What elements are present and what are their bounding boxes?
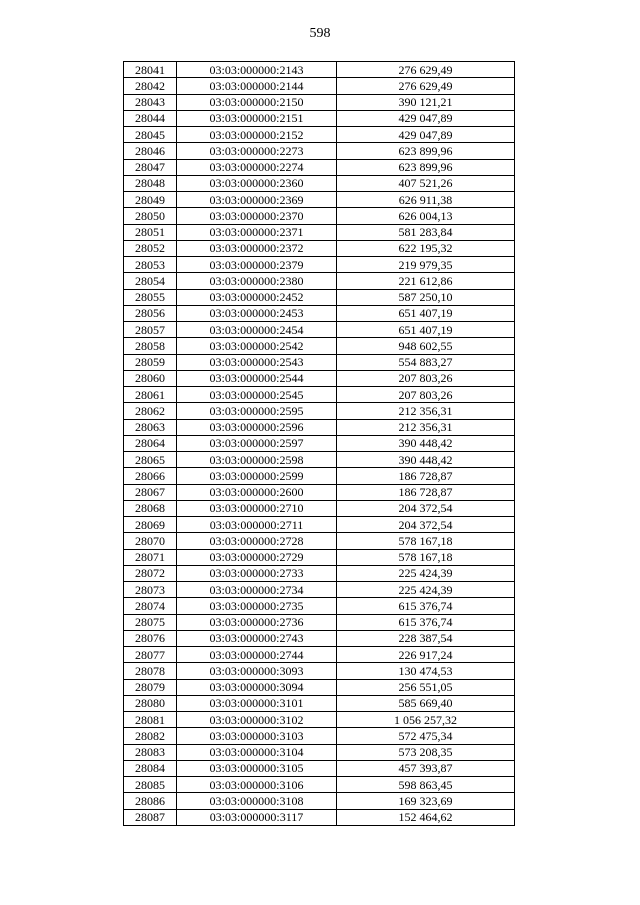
row-number-cell: 28073	[124, 582, 177, 598]
table-row	[124, 598, 515, 614]
table-row	[124, 777, 515, 793]
value-cell: 554 883,27	[337, 354, 515, 370]
row-number-cell: 28045	[124, 127, 177, 143]
row-number-cell: 28077	[124, 647, 177, 663]
cadastral-number-cell: 03:03:000000:3101	[177, 695, 337, 711]
value-cell: 204 372,54	[337, 517, 515, 533]
cadastral-number-cell: 03:03:000000:2743	[177, 630, 337, 646]
value-cell: 186 728,87	[337, 484, 515, 500]
table-row	[124, 549, 515, 565]
table-row	[124, 78, 515, 94]
value-cell: 390 121,21	[337, 94, 515, 110]
row-number-cell: 28056	[124, 305, 177, 321]
value-cell: 152 464,62	[337, 809, 515, 825]
row-number-cell: 28074	[124, 598, 177, 614]
value-cell: 219 979,35	[337, 257, 515, 273]
row-number-cell: 28061	[124, 387, 177, 403]
cadastral-number-cell: 03:03:000000:2733	[177, 565, 337, 581]
value-cell: 615 376,74	[337, 614, 515, 630]
row-number-cell: 28057	[124, 322, 177, 338]
table-row	[124, 582, 515, 598]
cadastral-number-cell: 03:03:000000:2274	[177, 159, 337, 175]
value-cell: 1 056 257,32	[337, 712, 515, 728]
cadastral-number-cell: 03:03:000000:3104	[177, 744, 337, 760]
row-number-cell: 28047	[124, 159, 177, 175]
cadastral-number-cell: 03:03:000000:2452	[177, 289, 337, 305]
table-row	[124, 240, 515, 256]
row-number-cell: 28086	[124, 793, 177, 809]
table-row	[124, 62, 515, 78]
cadastral-number-cell: 03:03:000000:2273	[177, 143, 337, 159]
value-cell: 212 356,31	[337, 403, 515, 419]
value-cell: 587 250,10	[337, 289, 515, 305]
table-row	[124, 208, 515, 224]
table-row	[124, 565, 515, 581]
cadastral-number-cell: 03:03:000000:2729	[177, 549, 337, 565]
cadastral-number-cell: 03:03:000000:2599	[177, 468, 337, 484]
table-row	[124, 728, 515, 744]
row-number-cell: 28059	[124, 354, 177, 370]
cadastral-number-cell: 03:03:000000:2370	[177, 208, 337, 224]
value-cell: 622 195,32	[337, 240, 515, 256]
row-number-cell: 28065	[124, 452, 177, 468]
cadastral-number-cell: 03:03:000000:2542	[177, 338, 337, 354]
table-row	[124, 354, 515, 370]
table-row	[124, 614, 515, 630]
cadastral-number-cell: 03:03:000000:2454	[177, 322, 337, 338]
row-number-cell: 28042	[124, 78, 177, 94]
value-cell: 598 863,45	[337, 777, 515, 793]
row-number-cell: 28060	[124, 370, 177, 386]
row-number-cell: 28064	[124, 435, 177, 451]
table-row	[124, 387, 515, 403]
table-row	[124, 809, 515, 825]
table-row	[124, 257, 515, 273]
table-row	[124, 630, 515, 646]
value-cell: 626 004,13	[337, 208, 515, 224]
cadastral-number-cell: 03:03:000000:2735	[177, 598, 337, 614]
cadastral-number-cell: 03:03:000000:2369	[177, 192, 337, 208]
table-row	[124, 338, 515, 354]
table-row	[124, 110, 515, 126]
value-cell: 390 448,42	[337, 435, 515, 451]
row-number-cell: 28072	[124, 565, 177, 581]
table-row	[124, 517, 515, 533]
value-cell: 221 612,86	[337, 273, 515, 289]
cadastral-number-cell: 03:03:000000:2380	[177, 273, 337, 289]
cadastral-number-cell: 03:03:000000:2379	[177, 257, 337, 273]
cadastral-number-cell: 03:03:000000:2710	[177, 500, 337, 516]
row-number-cell: 28041	[124, 62, 177, 78]
value-cell: 457 393,87	[337, 760, 515, 776]
value-cell: 226 917,24	[337, 647, 515, 663]
row-number-cell: 28078	[124, 663, 177, 679]
value-cell: 623 899,96	[337, 159, 515, 175]
value-cell: 578 167,18	[337, 549, 515, 565]
table-row	[124, 663, 515, 679]
row-number-cell: 28058	[124, 338, 177, 354]
table-row	[124, 533, 515, 549]
cadastral-number-cell: 03:03:000000:2734	[177, 582, 337, 598]
value-cell: 572 475,34	[337, 728, 515, 744]
row-number-cell: 28053	[124, 257, 177, 273]
row-number-cell: 28054	[124, 273, 177, 289]
value-cell: 581 283,84	[337, 224, 515, 240]
cadastral-number-cell: 03:03:000000:2595	[177, 403, 337, 419]
row-number-cell: 28076	[124, 630, 177, 646]
value-cell: 615 376,74	[337, 598, 515, 614]
value-cell: 390 448,42	[337, 452, 515, 468]
cadastral-number-cell: 03:03:000000:2143	[177, 62, 337, 78]
row-number-cell: 28087	[124, 809, 177, 825]
table-row	[124, 452, 515, 468]
cadastral-number-cell: 03:03:000000:2150	[177, 94, 337, 110]
row-number-cell: 28043	[124, 94, 177, 110]
value-cell: 651 407,19	[337, 322, 515, 338]
table-row	[124, 468, 515, 484]
row-number-cell: 28052	[124, 240, 177, 256]
data-table	[123, 61, 515, 826]
row-number-cell: 28082	[124, 728, 177, 744]
table-row	[124, 94, 515, 110]
cadastral-number-cell: 03:03:000000:2728	[177, 533, 337, 549]
table-row	[124, 744, 515, 760]
cadastral-number-cell: 03:03:000000:2360	[177, 175, 337, 191]
row-number-cell: 28071	[124, 549, 177, 565]
table-row	[124, 403, 515, 419]
row-number-cell: 28066	[124, 468, 177, 484]
cadastral-number-cell: 03:03:000000:2598	[177, 452, 337, 468]
row-number-cell: 28070	[124, 533, 177, 549]
table-row	[124, 484, 515, 500]
table-row	[124, 322, 515, 338]
row-number-cell: 28055	[124, 289, 177, 305]
row-number-cell: 28084	[124, 760, 177, 776]
row-number-cell: 28044	[124, 110, 177, 126]
value-cell: 276 629,49	[337, 78, 515, 94]
table-row	[124, 289, 515, 305]
value-cell: 429 047,89	[337, 127, 515, 143]
value-cell: 212 356,31	[337, 419, 515, 435]
value-cell: 623 899,96	[337, 143, 515, 159]
table-row	[124, 370, 515, 386]
value-cell: 573 208,35	[337, 744, 515, 760]
row-number-cell: 28048	[124, 175, 177, 191]
row-number-cell: 28051	[124, 224, 177, 240]
row-number-cell: 28067	[124, 484, 177, 500]
table-row	[124, 159, 515, 175]
value-cell: 578 167,18	[337, 533, 515, 549]
table-row	[124, 273, 515, 289]
table-row	[124, 305, 515, 321]
cadastral-number-cell: 03:03:000000:3117	[177, 809, 337, 825]
value-cell: 186 728,87	[337, 468, 515, 484]
row-number-cell: 28075	[124, 614, 177, 630]
table-row	[124, 127, 515, 143]
value-cell: 276 629,49	[337, 62, 515, 78]
row-number-cell: 28063	[124, 419, 177, 435]
table-row	[124, 793, 515, 809]
row-number-cell: 28050	[124, 208, 177, 224]
value-cell: 225 424,39	[337, 582, 515, 598]
table-row	[124, 695, 515, 711]
table-row	[124, 224, 515, 240]
table-row	[124, 419, 515, 435]
value-cell: 207 803,26	[337, 387, 515, 403]
value-cell: 256 551,05	[337, 679, 515, 695]
value-cell: 429 047,89	[337, 110, 515, 126]
cadastral-number-cell: 03:03:000000:2711	[177, 517, 337, 533]
cadastral-number-cell: 03:03:000000:3102	[177, 712, 337, 728]
row-number-cell: 28049	[124, 192, 177, 208]
cadastral-number-cell: 03:03:000000:3093	[177, 663, 337, 679]
cadastral-number-cell: 03:03:000000:3103	[177, 728, 337, 744]
cadastral-number-cell: 03:03:000000:3094	[177, 679, 337, 695]
value-cell: 407 521,26	[337, 175, 515, 191]
table-row	[124, 760, 515, 776]
value-cell: 228 387,54	[337, 630, 515, 646]
table-row	[124, 143, 515, 159]
row-number-cell: 28081	[124, 712, 177, 728]
cadastral-number-cell: 03:03:000000:3106	[177, 777, 337, 793]
row-number-cell: 28083	[124, 744, 177, 760]
row-number-cell: 28080	[124, 695, 177, 711]
cadastral-number-cell: 03:03:000000:2151	[177, 110, 337, 126]
value-cell: 169 323,69	[337, 793, 515, 809]
row-number-cell: 28085	[124, 777, 177, 793]
row-number-cell: 28062	[124, 403, 177, 419]
cadastral-number-cell: 03:03:000000:2453	[177, 305, 337, 321]
value-cell: 204 372,54	[337, 500, 515, 516]
table-row	[124, 679, 515, 695]
cadastral-number-cell: 03:03:000000:2152	[177, 127, 337, 143]
table-body	[124, 62, 515, 826]
table-row	[124, 500, 515, 516]
table-row	[124, 435, 515, 451]
row-number-cell: 28069	[124, 517, 177, 533]
value-cell: 585 669,40	[337, 695, 515, 711]
cadastral-number-cell: 03:03:000000:2545	[177, 387, 337, 403]
cadastral-number-cell: 03:03:000000:2744	[177, 647, 337, 663]
value-cell: 130 474,53	[337, 663, 515, 679]
cadastral-number-cell: 03:03:000000:2371	[177, 224, 337, 240]
cadastral-number-cell: 03:03:000000:2372	[177, 240, 337, 256]
cadastral-number-cell: 03:03:000000:3105	[177, 760, 337, 776]
value-cell: 207 803,26	[337, 370, 515, 386]
cadastral-number-cell: 03:03:000000:2144	[177, 78, 337, 94]
table-row	[124, 647, 515, 663]
cadastral-number-cell: 03:03:000000:3108	[177, 793, 337, 809]
value-cell: 626 911,38	[337, 192, 515, 208]
row-number-cell: 28046	[124, 143, 177, 159]
table-row	[124, 712, 515, 728]
table-row	[124, 175, 515, 191]
cadastral-number-cell: 03:03:000000:2544	[177, 370, 337, 386]
cadastral-number-cell: 03:03:000000:2600	[177, 484, 337, 500]
value-cell: 948 602,55	[337, 338, 515, 354]
cadastral-number-cell: 03:03:000000:2736	[177, 614, 337, 630]
value-cell: 651 407,19	[337, 305, 515, 321]
value-cell: 225 424,39	[337, 565, 515, 581]
cadastral-number-cell: 03:03:000000:2596	[177, 419, 337, 435]
page-number: 598	[309, 26, 331, 41]
table-row	[124, 192, 515, 208]
cadastral-number-cell: 03:03:000000:2543	[177, 354, 337, 370]
cadastral-number-cell: 03:03:000000:2597	[177, 435, 337, 451]
row-number-cell: 28068	[124, 500, 177, 516]
row-number-cell: 28079	[124, 679, 177, 695]
